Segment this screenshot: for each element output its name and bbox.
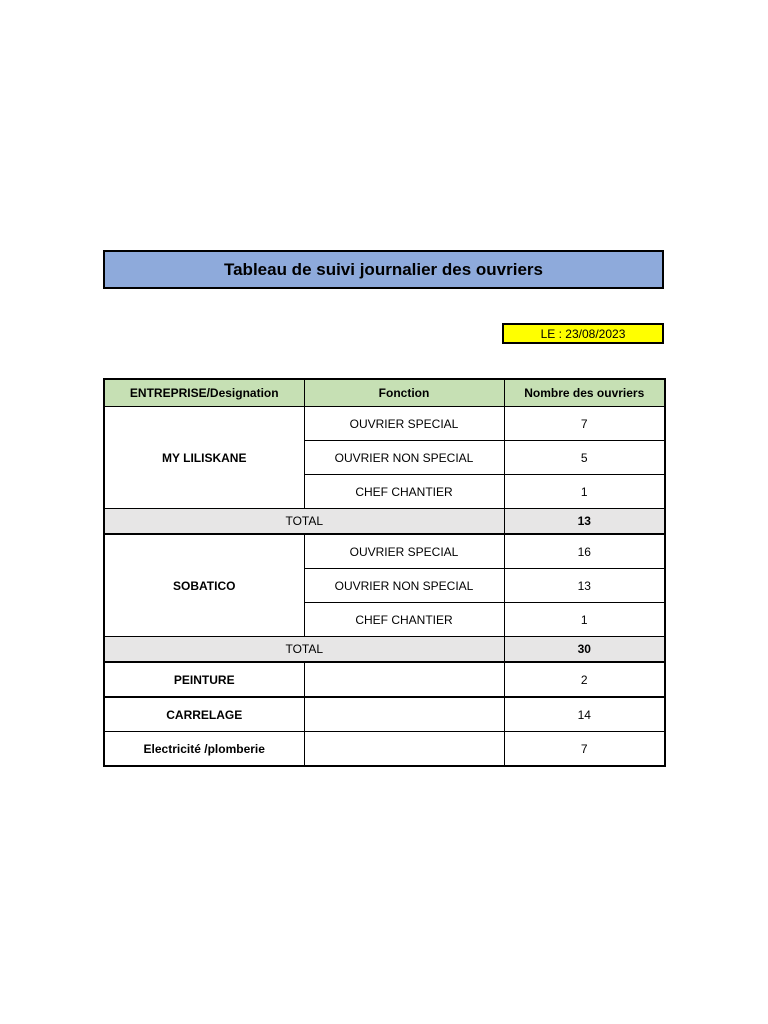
company-cell: MY LILISKANE	[104, 407, 304, 509]
nombre-cell: 7	[504, 732, 665, 767]
workers-table	[103, 378, 666, 767]
table-row	[104, 407, 665, 441]
designation-cell: CARRELAGE	[104, 697, 304, 732]
table-row	[104, 534, 665, 569]
fonction-cell	[304, 697, 504, 732]
fonction-cell	[304, 662, 504, 697]
total-value: 30	[504, 637, 665, 663]
fonction-cell: OUVRIER SPECIAL	[304, 407, 504, 441]
fonction-cell: OUVRIER SPECIAL	[304, 534, 504, 569]
nombre-cell: 14	[504, 697, 665, 732]
fonction-cell	[304, 732, 504, 767]
nombre-cell: 5	[504, 441, 665, 475]
nombre-cell: 16	[504, 534, 665, 569]
total-label: TOTAL	[104, 637, 504, 663]
table-row	[104, 662, 665, 697]
total-row	[104, 509, 665, 535]
header-designation: ENTREPRISE/Designation	[104, 379, 304, 407]
nombre-cell: 7	[504, 407, 665, 441]
designation-cell: Electricité /plomberie	[104, 732, 304, 767]
header-fonction: Fonction	[304, 379, 504, 407]
nombre-cell: 1	[504, 603, 665, 637]
date-label: LE : 23/08/2023	[502, 323, 664, 344]
fonction-cell: OUVRIER NON SPECIAL	[304, 569, 504, 603]
table-header-row	[104, 379, 665, 407]
total-label: TOTAL	[104, 509, 504, 535]
table-row	[104, 697, 665, 732]
designation-cell: PEINTURE	[104, 662, 304, 697]
total-row	[104, 637, 665, 663]
table-row	[104, 732, 665, 767]
nombre-cell: 2	[504, 662, 665, 697]
fonction-cell: CHEF CHANTIER	[304, 603, 504, 637]
total-value: 13	[504, 509, 665, 535]
fonction-cell: CHEF CHANTIER	[304, 475, 504, 509]
fonction-cell: OUVRIER NON SPECIAL	[304, 441, 504, 475]
nombre-cell: 13	[504, 569, 665, 603]
company-cell: SOBATICO	[104, 534, 304, 637]
header-nombre: Nombre des ouvriers	[504, 379, 665, 407]
page-title: Tableau de suivi journalier des ouvriers	[103, 250, 664, 289]
nombre-cell: 1	[504, 475, 665, 509]
